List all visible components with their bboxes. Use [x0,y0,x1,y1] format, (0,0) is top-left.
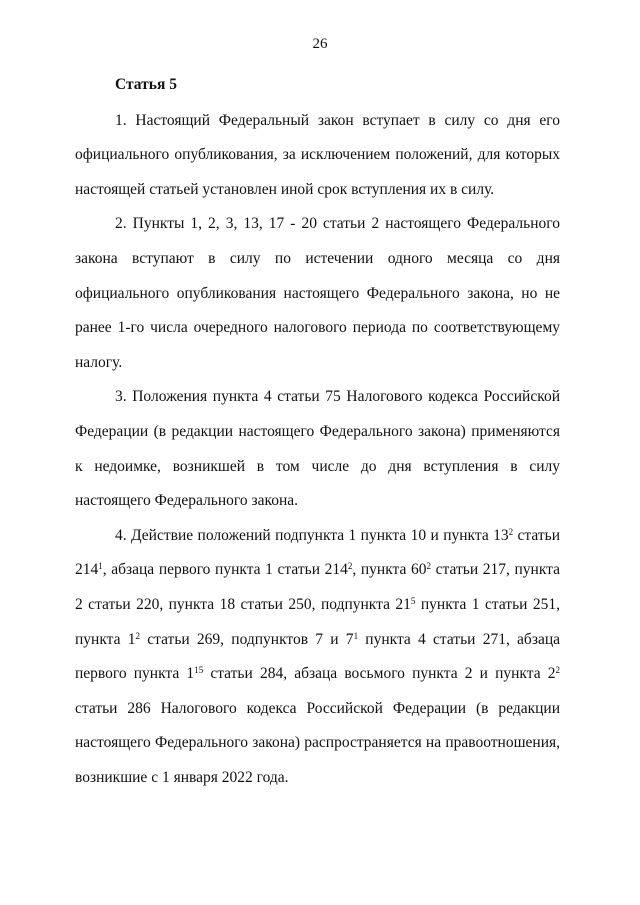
superscript: 2 [426,561,432,572]
superscript: 2 [347,561,353,572]
superscript: 1 [353,630,359,641]
paragraph-4-text: 4. Действие положений подпункта 1 пункта 10 и пункта 13 [115,526,509,544]
paragraph-2: 2. Пункты 1, 2, 3, 13, 17 - 20 статьи 2 настоящего Федерального закона вступают в силу по истечении одного месяца со дня официального опубликования настоящего Федерального закона, но не ранее 1-го числа очередного налогового периода по соответствующему налогу. [75,215,560,371]
paragraph-3: 3. Положения пункта 4 статьи 75 Налогового кодекса Российской Федерации (в редакции настоящего Федерального закона) применяются к недоимке, возникшей в том числе до дня вступления в силу настоящего Федерального закона. [75,388,560,510]
superscript: 15 [194,665,204,676]
page-number: 26 [312,36,328,52]
paragraph-4-text: пункта 4 статьи 271, абзаца первого пункта 1 [75,630,560,683]
superscript: 2 [135,630,140,641]
paragraph-4-text: статьи 214 [75,526,560,579]
paragraph-4-text: , пункта 60 [352,561,427,579]
paragraph-1: 1. Настоящий Федеральный закон вступает в силу со дня его официального опубликования, за исключением положений, для которых настоящей статьей установлен иной срок вступления их в силу. [75,111,560,198]
paragraph-4-text: , абзаца первого пункта 1 статьи 214 [102,561,348,579]
superscript: 2 [555,665,560,676]
paragraph-4 [75,519,560,796]
superscript: 1 [98,561,103,572]
superscript: 2 [508,526,514,537]
paragraph-4-text: статьи 284, абзаца восьмого пункта 2 и пункта 2 [203,665,556,683]
superscript: 5 [410,595,416,606]
paragraph-4-text: статьи 286 Налогового кодекса Российской Федерации (в редакции настоящего Федерального закона) распространяется на правоотношения, возникшие с 1 января 2022 года. [75,699,560,786]
paragraph-4-text: статьи 269, подпунктов 7 и 7 [140,630,354,648]
article-body [75,68,560,795]
article-title: Статья 5 [115,76,177,93]
paragraph-4-text: статьи 217, пункта 2 статьи 220, пункта 18 статьи 250, подпункта 21 [75,561,560,613]
paragraph-4-text: пункта 1 статьи 251, пункта 1 [75,595,561,648]
